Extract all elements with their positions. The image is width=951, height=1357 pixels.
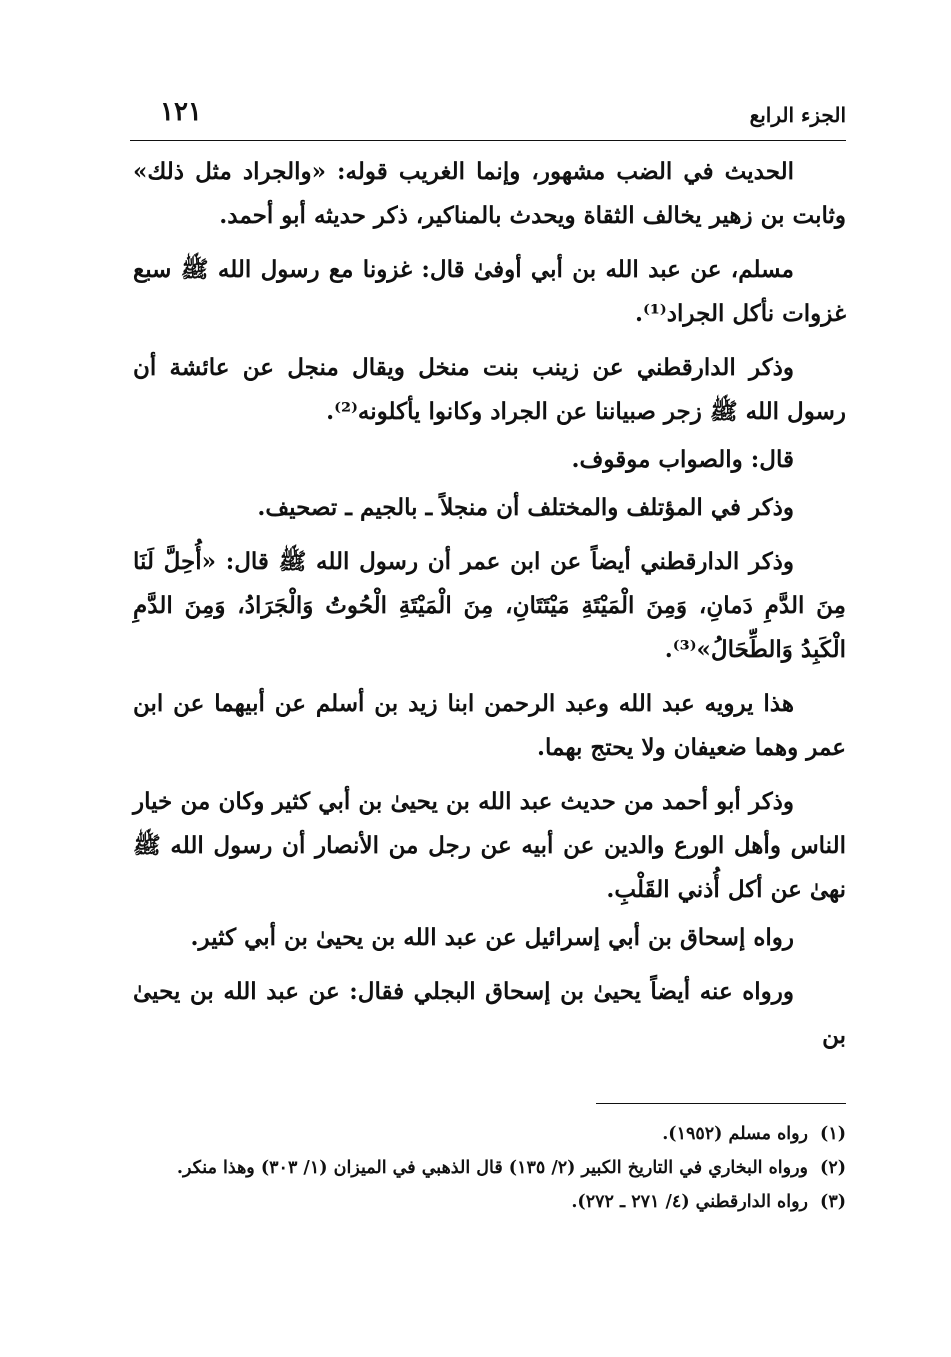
paragraph: وذكر أبو أحمد من حديث عبد الله بن يحيىٰ بن أبي كثير وكان من خيار الناس وأهل الورع والدين عن أبيه عن رجل من الأنصار أن رسول الله ﷺ نهىٰ عن أكل أُذني القَلْبِ.: [133, 788, 846, 903]
paragraph: هذا يرويه عبد الله وعبد الرحمن ابنا زيد بن أسلم عن أبيهما عن ابن عمر وهما ضعيفان ولا يحتج بهما.: [133, 690, 846, 761]
paragraph: رواه إسحاق بن أبي إسرائيل عن عبد الله بن يحيىٰ بن أبي كثير.: [190, 924, 794, 951]
footnote-text: رواه مسلم (١٩٥٢).: [662, 1124, 808, 1144]
paragraph: وذكر في المؤتلف والمختلف أن منجلاً ـ بالجيم ـ تصحيف.: [257, 494, 794, 521]
paragraph: الحديث في الضب مشهور، وإنما الغريب قوله: «والجراد مثل ذلك» وثابت بن زهير يخالف الثقاة ويحدث بالمناكير، ذكر حديثه أبو أحمد.: [133, 158, 846, 229]
paragraph: وذكر الدارقطني عن زينب بنت منخل ويقال منجل عن عائشة أن رسول الله ﷺ زجر صبياننا عن الجراد وكانوا يأكلونه⁽²⁾.: [133, 354, 846, 425]
footnote-marker: (١): [820, 1124, 846, 1144]
footnote-marker: (٢): [820, 1158, 846, 1178]
footnote-marker: (٣): [820, 1192, 846, 1212]
running-title: الجزء الرابع: [749, 103, 846, 127]
footnote-text: ورواه البخاري في التاريخ الكبير (٢/ ١٣٥) قال الذهبي في الميزان (١/ ٣٠٣) وهذا منكر.: [176, 1158, 808, 1178]
footnote: [133, 1118, 846, 1150]
footnote: [133, 1152, 846, 1184]
footnotes: [133, 1118, 846, 1220]
paragraph: مسلم، عن عبد الله بن أبي أوفىٰ قال: غزونا مع رسول الله ﷺ سبع غزوات نأكل الجراد⁽¹⁾.: [133, 256, 846, 327]
footnote-text: رواه الدارقطني (٤/ ٢٧١ ـ ٢٧٢).: [571, 1192, 808, 1212]
page-number: ١٢١: [160, 97, 202, 127]
header-rule: [130, 140, 846, 141]
paragraph: ورواه عنه أيضاً يحيىٰ بن إسحاق البجلي فقال: عن عبد الله بن يحيىٰ بن: [133, 978, 846, 1049]
footnote-rule: [596, 1103, 846, 1104]
page-header: [130, 95, 846, 135]
paragraph: وذكر الدارقطني أيضاً عن ابن عمر أن رسول الله ﷺ قال: «أُحِلَّ لَنَا مِنَ الدَّمِ دَمانِ، وَمِنَ الْمَيْتَةِ مَيْتَتَانِ، مِنَ الْمَيْتَةِ الْحُوتُ وَالْجَرَادُ، وَمِنَ الدَّمِ الْكَبِدُ وَالطِّحَالُ»⁽³⁾.: [133, 548, 846, 663]
main-text: [133, 150, 846, 1068]
paragraph: قال: والصواب موقوف.: [571, 446, 794, 473]
footnote: [133, 1186, 846, 1218]
